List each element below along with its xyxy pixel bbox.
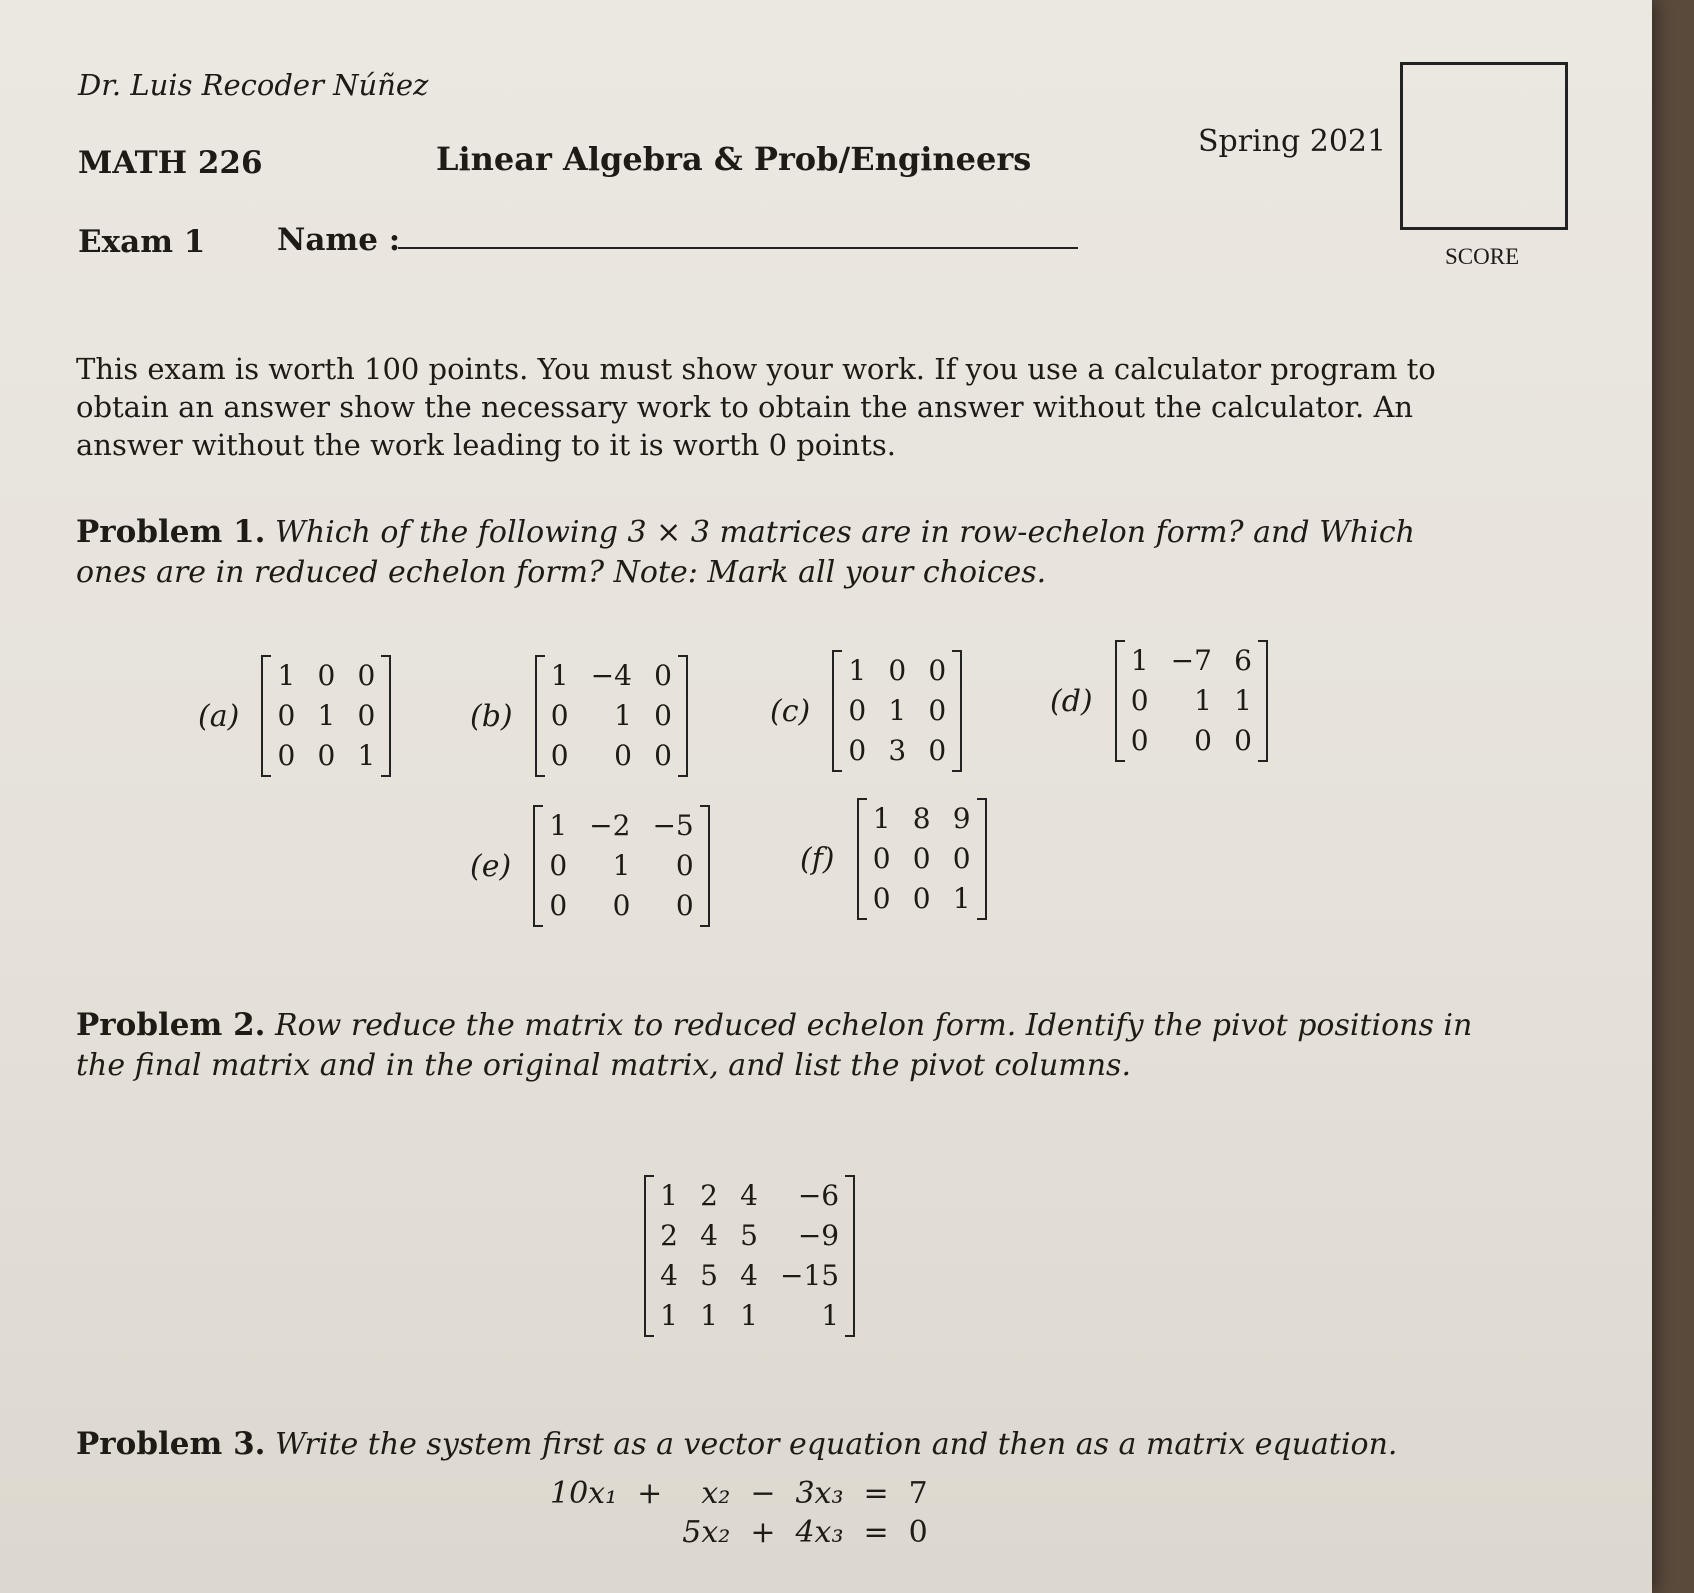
matrix-entry: 0	[928, 654, 947, 687]
matrix-entry: 9	[952, 802, 971, 835]
matrix	[857, 798, 987, 920]
matrix-option[interactable]	[1050, 640, 1268, 762]
matrix-entry: 0	[550, 699, 569, 732]
equation-term: =	[863, 1515, 889, 1550]
matrix	[1115, 640, 1268, 762]
equation-term	[627, 1513, 672, 1552]
matrix-entry: 1	[872, 802, 891, 835]
matrix-option-label: (c)	[770, 693, 811, 729]
matrix-option[interactable]	[800, 798, 987, 920]
matrix-option[interactable]	[470, 655, 688, 777]
matrix-entry: 5	[740, 1219, 758, 1252]
equation-system	[540, 1474, 938, 1552]
matrix-entry: 0	[848, 734, 867, 767]
matrix-entry: 0	[317, 739, 336, 772]
matrix-entry: 1	[660, 1299, 678, 1332]
matrix-entry: 1	[1234, 684, 1252, 717]
matrix-entry: 0	[1234, 724, 1252, 757]
matrix-entry: 0	[550, 739, 569, 772]
equation-term	[540, 1513, 627, 1552]
matrix-entry: 0	[317, 659, 336, 692]
matrix-entry: 5	[700, 1259, 718, 1292]
matrix-entry: 1	[550, 659, 569, 692]
matrix-entry: 4	[660, 1259, 678, 1292]
matrix-entry: 1	[357, 739, 376, 772]
matrix-entry: 0	[952, 842, 971, 875]
equation-term: −	[750, 1476, 776, 1511]
matrix-entry: −2	[589, 809, 631, 842]
matrix	[533, 805, 710, 927]
matrix-option-label: (b)	[470, 698, 513, 734]
matrix-entry: 4	[740, 1259, 758, 1292]
matrix-entry: 0	[928, 734, 947, 767]
matrix-entry: 0	[357, 659, 376, 692]
matrix-entry: 1	[614, 699, 632, 732]
matrix-entry: 0	[654, 739, 672, 772]
problem-1-label: Problem 1.	[76, 514, 266, 550]
equation-row	[540, 1513, 938, 1552]
matrix-entry: 0	[848, 694, 867, 727]
course-title: Linear Algebra & Prob/Engineers	[436, 140, 1032, 178]
course-code: MATH 226	[78, 145, 263, 181]
matrix-entry: 1	[549, 809, 568, 842]
matrix	[644, 1175, 855, 1337]
equation-term: 0	[908, 1515, 928, 1550]
equation-term: 5x₂	[682, 1515, 731, 1550]
problem-3-label: Problem 3.	[76, 1426, 266, 1462]
matrix-option-label: (a)	[198, 698, 240, 734]
equation-term: +	[750, 1515, 776, 1550]
matrix-entry: 1	[612, 849, 631, 882]
matrix-entry: −4	[590, 659, 632, 692]
matrix-entry: 6	[1234, 644, 1252, 677]
matrix-entry: 2	[700, 1179, 718, 1212]
matrix-entry: 0	[614, 739, 632, 772]
matrix-option[interactable]	[470, 805, 710, 927]
matrix-entry: 0	[928, 694, 947, 727]
matrix-option-label: (e)	[470, 848, 512, 884]
matrix-entry: 0	[549, 889, 568, 922]
problem-2-text: Row reduce the matrix to reduced echelon form. Identify the pivot positions in the final matrix and in the original matrix, and list the pivot columns.	[76, 1008, 1473, 1083]
exam-number: Exam 1	[78, 224, 206, 260]
matrix-entry: −5	[652, 809, 694, 842]
matrix-entry: −15	[780, 1259, 840, 1292]
matrix-entry: 0	[277, 699, 296, 732]
matrix-entry: 1	[952, 882, 971, 915]
matrix-entry: 1	[277, 659, 296, 692]
matrix-entry: 1	[848, 654, 867, 687]
matrix-entry: 0	[872, 882, 891, 915]
matrix-entry: 0	[612, 889, 631, 922]
equation-row	[540, 1474, 938, 1513]
matrix-option[interactable]	[770, 650, 962, 772]
matrix-entry: 8	[912, 802, 931, 835]
matrix-entry: 0	[357, 699, 376, 732]
term: Spring 2021	[1198, 124, 1387, 159]
matrix-entry: 1	[1130, 644, 1149, 677]
problem-2	[76, 1005, 1476, 1086]
matrix-entry: 0	[1130, 684, 1149, 717]
problem-3	[76, 1424, 1476, 1465]
matrix	[535, 655, 688, 777]
matrix-entry: 0	[675, 889, 694, 922]
equation-term: =	[863, 1476, 889, 1511]
matrix-option-label: (d)	[1050, 683, 1093, 719]
instructions: This exam is worth 100 points. You must show your work. If you use a calculator program to obtain an answer show the necessary work to obtain the answer without the calculator. An answer without the work leading to it is worth 0 points.	[76, 352, 1436, 462]
matrix-entry: 1	[888, 694, 907, 727]
matrix-entry: 4	[700, 1219, 718, 1252]
matrix-entry: 1	[660, 1179, 678, 1212]
equation-term: x₂	[701, 1476, 731, 1511]
matrix-entry: 0	[912, 842, 931, 875]
equation-term: +	[637, 1476, 663, 1511]
matrix-entry: 0	[549, 849, 568, 882]
matrix-option-label: (f)	[800, 841, 835, 877]
matrix-entry: 0	[912, 882, 931, 915]
equation-term: 10x₁	[550, 1476, 618, 1511]
equation-term: 4x₃	[795, 1515, 844, 1550]
problem-2-label: Problem 2.	[76, 1007, 266, 1043]
equation-term: 7	[908, 1476, 928, 1511]
problem-3-text: Write the system first as a vector equation and then as a matrix equation.	[275, 1427, 1398, 1462]
matrix	[261, 655, 391, 777]
matrix-entry: −6	[797, 1179, 840, 1212]
score-box[interactable]	[1400, 62, 1568, 230]
matrix-entry: 0	[888, 654, 907, 687]
augmented-matrix	[644, 1175, 855, 1337]
score-label: SCORE	[1445, 244, 1520, 269]
matrix-option[interactable]	[198, 655, 391, 777]
author: Dr. Luis Recoder Núñez	[78, 68, 429, 102]
matrix-entry: 0	[1130, 724, 1149, 757]
matrix-entry: 0	[654, 659, 672, 692]
matrix-entry: 2	[660, 1219, 678, 1252]
matrix-entry: 1	[821, 1299, 840, 1332]
matrix-entry: 0	[872, 842, 891, 875]
matrix-entry: −9	[797, 1219, 840, 1252]
problem-1-text: Which of the following 3 × 3 matrices are in row-echelon form? and Which ones are in reduced echelon form? Note: Mark all your choices.	[76, 515, 1415, 590]
matrix-entry: 0	[675, 849, 694, 882]
matrix-entry: 1	[317, 699, 336, 732]
matrix-entry: 1	[700, 1299, 718, 1332]
matrix	[832, 650, 962, 772]
matrix-entry: −7	[1170, 644, 1212, 677]
equation-term: 3x₃	[795, 1476, 844, 1511]
matrix-entry: 4	[740, 1179, 758, 1212]
matrix-entry: 0	[654, 699, 672, 732]
problem-1	[76, 512, 1476, 593]
matrix-entry: 1	[740, 1299, 758, 1332]
matrix-entry: 0	[277, 739, 296, 772]
matrix-entry: 3	[888, 734, 907, 767]
matrix-entry: 1	[1194, 684, 1212, 717]
matrix-entry: 0	[1194, 724, 1212, 757]
name-label: Name :	[277, 222, 401, 258]
name-field[interactable]	[398, 247, 1078, 249]
